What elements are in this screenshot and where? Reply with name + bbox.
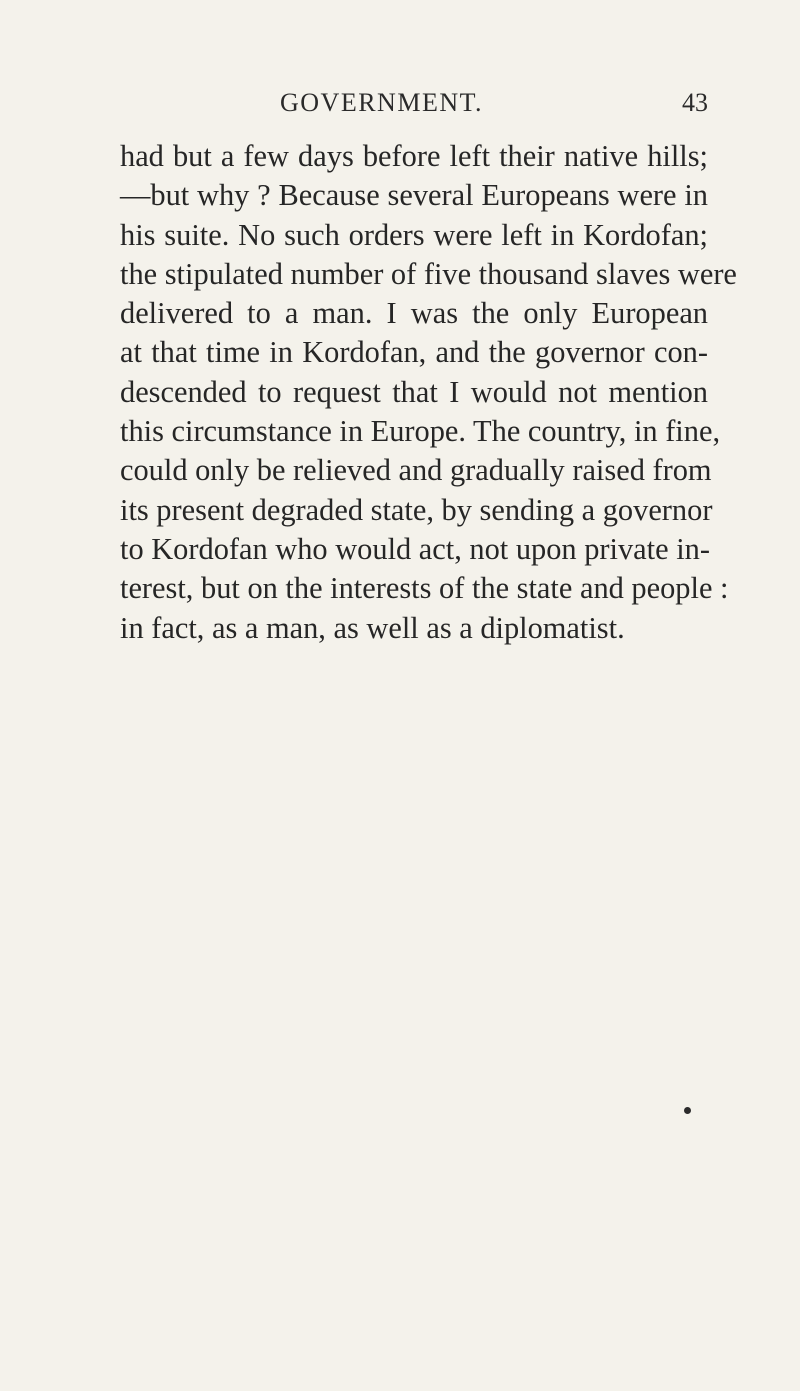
text-line: delivered to a man. I was the only European bbox=[120, 296, 708, 331]
text-line: in fact, as a man, as well as a diplomatist. bbox=[120, 610, 625, 645]
text-line: could only be relieved and gradually raised from bbox=[120, 453, 712, 488]
text-line: the stipulated number of five thousand slaves were bbox=[120, 256, 737, 291]
text-line: —but why ? Because several Europeans were in bbox=[120, 178, 708, 213]
text-line: at that time in Kordofan, and the governor con- bbox=[120, 335, 708, 370]
ink-speck bbox=[684, 1107, 691, 1114]
page-number: 43 bbox=[682, 88, 708, 117]
text-line: this circumstance in Europe. The country, in fine, bbox=[120, 414, 721, 449]
text-line: descended to request that I would not mention bbox=[120, 374, 708, 409]
running-head-title: GOVERNMENT. bbox=[280, 88, 484, 117]
running-head bbox=[120, 82, 708, 122]
text-line: its present degraded state, by sending a governor bbox=[120, 492, 713, 527]
text-line: to Kordofan who would act, not upon private in- bbox=[120, 531, 710, 566]
text-line: terest, but on the interests of the state and people : bbox=[120, 571, 729, 606]
body-paragraph bbox=[120, 137, 737, 648]
text-line: his suite. No such orders were left in Kordofan; bbox=[120, 217, 708, 252]
text-line: had but a few days before left their native hills; bbox=[120, 139, 708, 173]
